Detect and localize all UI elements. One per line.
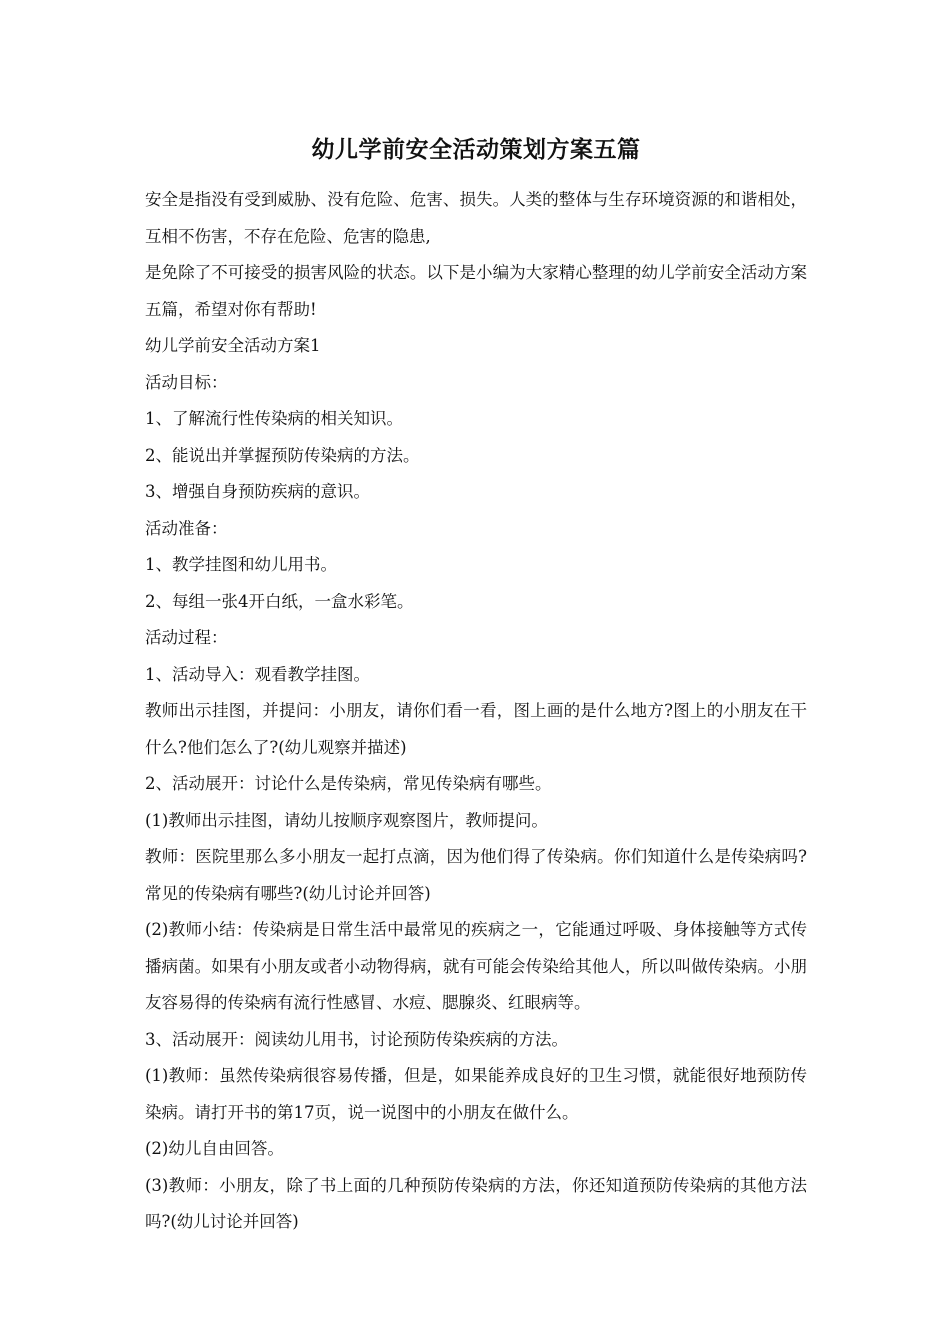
paragraph: 活动目标： [145,372,228,392]
paragraph: 是免除了不可接受的损害风险的状态。以下是小编为大家精心整理的幼儿学前安全活动方案五篇，希望对你有帮助! [145,263,807,319]
paragraph: (3)教师：小朋友，除了书上面的几种预防传染病的方法，你还知道预防传染病的其他方法吗?(幼儿讨论并回答) [145,1175,807,1231]
list-item: 1、活动导入：观看教学挂图。 [145,664,370,684]
list-item: 3、增强自身预防疾病的意识。 [145,482,370,501]
paragraph: 教师：医院里那么多小朋友一起打点滴，因为他们得了传染病。你们知道什么是传染病吗?常见的传染病有哪些?(幼儿讨论并回答) [145,847,807,903]
list-item: 2、活动展开：讨论什么是传染病，常见传染病有哪些。 [145,774,552,793]
section-heading: 幼儿学前安全活动方案1 [145,336,321,355]
paragraph: 活动准备： [145,518,228,538]
list-item: 1、了解流行性传染病的相关知识。 [145,409,403,428]
paragraph: 安全是指没有受到威胁、没有危险、危害、损失。人类的整体与生存环境资源的和谐相处，互相不伤害，不存在危险、危害的隐患, [145,190,807,246]
paragraph: 教师出示挂图，并提问：小朋友，请你们看一看，图上画的是什么地方?图上的小朋友在干什么?他们怎么了?(幼儿观察并描述) [145,701,807,757]
paragraph: (1)教师：虽然传染病很容易传播，但是，如果能养成良好的卫生习惯，就能很好地预防传染病。请打开书的第17页，说一说图中的小朋友在做什么。 [145,1066,807,1122]
paragraph: (1)教师出示挂图，请幼儿按顺序观察图片，教师提问。 [145,810,548,830]
paragraph: 活动过程： [145,628,228,647]
list-item: 2、每组一张4开白纸，一盒水彩笔。 [145,591,414,611]
document-body [145,182,807,1241]
paragraph: (2)幼儿自由回答。 [145,1139,284,1158]
list-item: 2、能说出并掌握预防传染病的方法。 [145,445,420,465]
list-item: 1、教学挂图和幼儿用书。 [145,555,337,574]
list-item: 3、活动展开：阅读幼儿用书，讨论预防传染疾病的方法。 [145,1029,568,1049]
document-title: 幼儿学前安全活动策划方案五篇 [311,136,641,163]
paragraph: (2)教师小结：传染病是日常生活中最常见的疾病之一，它能通过呼吸、身体接触等方式传播病菌。如果有小朋友或者小动物得病，就有可能会传染给其他人，所以叫做传染病。小朋友容易得的传染病有流行性感冒、水痘、腮腺炎、红眼病等。 [145,920,807,1012]
